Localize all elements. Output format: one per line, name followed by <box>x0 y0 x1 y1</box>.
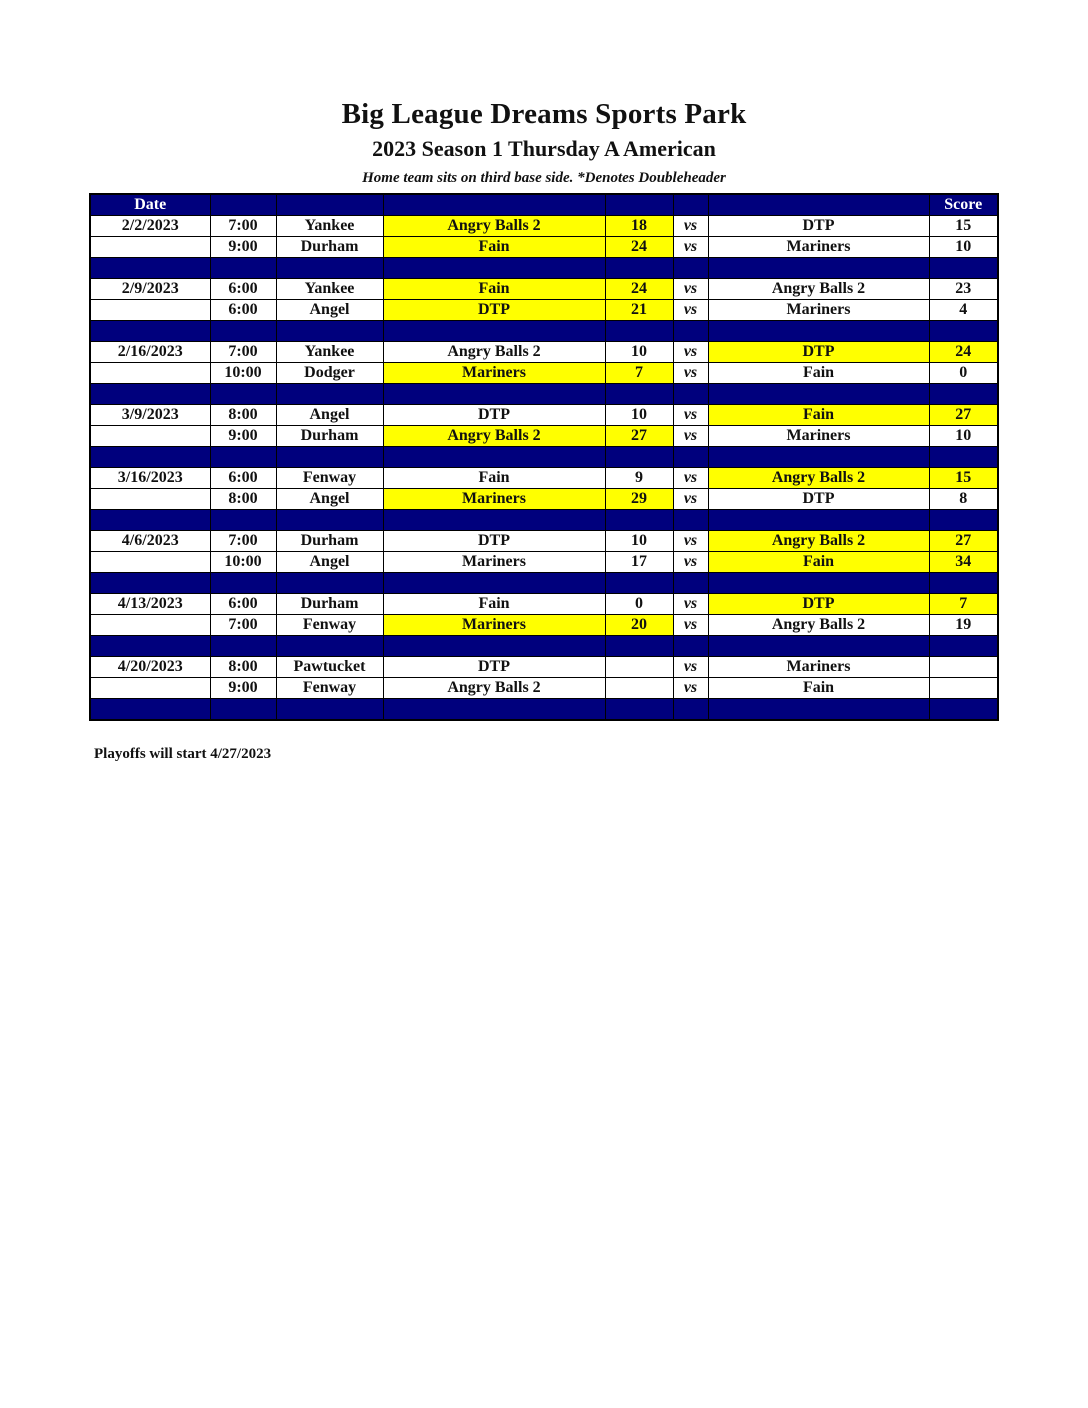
separator-cell <box>673 699 708 721</box>
away-team: Angry Balls 2 <box>708 468 929 489</box>
header-blank <box>708 194 929 216</box>
separator-cell <box>383 636 605 657</box>
game-field: Durham <box>276 426 383 447</box>
week-separator-row <box>90 510 998 531</box>
separator-cell <box>276 636 383 657</box>
game-field: Angel <box>276 300 383 321</box>
game-time: 7:00 <box>210 531 276 552</box>
page-subtitle: 2023 Season 1 Thursday A American <box>372 136 716 161</box>
header-date: Date <box>90 194 210 216</box>
week-separator-row <box>90 573 998 594</box>
vs-label: vs <box>673 342 708 363</box>
game-field: Angel <box>276 552 383 573</box>
game-time: 10:00 <box>210 363 276 384</box>
away-team: Fain <box>708 363 929 384</box>
game-time: 9:00 <box>210 237 276 258</box>
away-score: 0 <box>929 363 998 384</box>
game-row <box>90 489 998 510</box>
away-team: DTP <box>708 342 929 363</box>
away-team: DTP <box>708 216 929 237</box>
game-date <box>90 489 210 510</box>
game-time: 8:00 <box>210 657 276 678</box>
game-time: 6:00 <box>210 468 276 489</box>
home-score: 18 <box>605 216 673 237</box>
home-score: 21 <box>605 300 673 321</box>
home-score: 0 <box>605 594 673 615</box>
game-time: 6:00 <box>210 300 276 321</box>
vs-label: vs <box>673 237 708 258</box>
vs-label: vs <box>673 615 708 636</box>
game-date: 2/2/2023 <box>90 216 210 237</box>
home-team: Fain <box>383 594 605 615</box>
separator-cell <box>276 447 383 468</box>
game-field: Angel <box>276 489 383 510</box>
week-separator-row <box>90 384 998 405</box>
week-separator-row <box>90 321 998 342</box>
game-field: Fenway <box>276 678 383 699</box>
game-time: 7:00 <box>210 615 276 636</box>
game-row <box>90 594 998 615</box>
away-team: Fain <box>708 678 929 699</box>
away-team: Fain <box>708 552 929 573</box>
separator-cell <box>210 510 276 531</box>
game-date: 4/13/2023 <box>90 594 210 615</box>
game-time: 10:00 <box>210 552 276 573</box>
game-field: Durham <box>276 594 383 615</box>
home-team: DTP <box>383 531 605 552</box>
away-team: Angry Balls 2 <box>708 279 929 300</box>
game-date: 3/16/2023 <box>90 468 210 489</box>
separator-cell <box>276 384 383 405</box>
game-date <box>90 426 210 447</box>
game-date: 3/9/2023 <box>90 405 210 426</box>
vs-label: vs <box>673 678 708 699</box>
separator-cell <box>605 636 673 657</box>
away-score: 7 <box>929 594 998 615</box>
schedule-body <box>90 194 998 720</box>
separator-cell <box>708 573 929 594</box>
game-date <box>90 363 210 384</box>
game-row <box>90 363 998 384</box>
away-score: 23 <box>929 279 998 300</box>
home-score: 24 <box>605 237 673 258</box>
home-team: DTP <box>383 300 605 321</box>
separator-cell <box>90 384 210 405</box>
game-row <box>90 678 998 699</box>
game-time: 6:00 <box>210 279 276 300</box>
home-score: 10 <box>605 405 673 426</box>
vs-label: vs <box>673 468 708 489</box>
away-score: 27 <box>929 531 998 552</box>
game-time: 9:00 <box>210 678 276 699</box>
game-date <box>90 237 210 258</box>
separator-cell <box>383 384 605 405</box>
separator-cell <box>708 447 929 468</box>
separator-cell <box>383 321 605 342</box>
away-score: 19 <box>929 615 998 636</box>
separator-cell <box>673 321 708 342</box>
separator-cell <box>929 699 998 721</box>
game-row <box>90 615 998 636</box>
game-date <box>90 678 210 699</box>
game-date <box>90 615 210 636</box>
home-score: 10 <box>605 342 673 363</box>
away-team: Mariners <box>708 300 929 321</box>
game-row <box>90 468 998 489</box>
away-score: 34 <box>929 552 998 573</box>
away-score: 10 <box>929 237 998 258</box>
away-score: 8 <box>929 489 998 510</box>
separator-cell <box>210 258 276 279</box>
home-score <box>605 657 673 678</box>
game-row <box>90 216 998 237</box>
game-row <box>90 237 998 258</box>
separator-cell <box>708 699 929 721</box>
separator-cell <box>210 699 276 721</box>
separator-cell <box>673 573 708 594</box>
header-blank <box>210 194 276 216</box>
home-score: 17 <box>605 552 673 573</box>
separator-cell <box>276 573 383 594</box>
home-team: DTP <box>383 405 605 426</box>
home-team: DTP <box>383 657 605 678</box>
home-score: 9 <box>605 468 673 489</box>
separator-cell <box>929 258 998 279</box>
game-row <box>90 552 998 573</box>
game-field: Yankee <box>276 279 383 300</box>
vs-label: vs <box>673 363 708 384</box>
game-date: 4/6/2023 <box>90 531 210 552</box>
game-time: 9:00 <box>210 426 276 447</box>
game-time: 7:00 <box>210 216 276 237</box>
separator-cell <box>276 321 383 342</box>
home-team: Fain <box>383 468 605 489</box>
week-separator-row <box>90 447 998 468</box>
away-team: Fain <box>708 405 929 426</box>
separator-cell <box>90 573 210 594</box>
week-separator-row <box>90 699 998 721</box>
separator-cell <box>383 573 605 594</box>
home-score: 10 <box>605 531 673 552</box>
vs-label: vs <box>673 489 708 510</box>
home-score: 24 <box>605 279 673 300</box>
game-row <box>90 342 998 363</box>
separator-cell <box>929 510 998 531</box>
away-team: Angry Balls 2 <box>708 615 929 636</box>
game-date: 4/20/2023 <box>90 657 210 678</box>
separator-cell <box>929 636 998 657</box>
vs-label: vs <box>673 216 708 237</box>
separator-cell <box>90 321 210 342</box>
game-date <box>90 552 210 573</box>
separator-cell <box>673 636 708 657</box>
game-field: Angel <box>276 405 383 426</box>
home-team: Angry Balls 2 <box>383 678 605 699</box>
separator-cell <box>605 258 673 279</box>
separator-cell <box>673 510 708 531</box>
separator-cell <box>276 699 383 721</box>
away-team: Mariners <box>708 426 929 447</box>
game-time: 6:00 <box>210 594 276 615</box>
separator-cell <box>673 447 708 468</box>
playoffs-note: Playoffs will start 4/27/2023 <box>94 746 272 762</box>
separator-cell <box>605 447 673 468</box>
home-score <box>605 678 673 699</box>
separator-cell <box>276 258 383 279</box>
game-row <box>90 405 998 426</box>
separator-cell <box>383 699 605 721</box>
home-team: Mariners <box>383 615 605 636</box>
separator-cell <box>90 258 210 279</box>
home-score: 27 <box>605 426 673 447</box>
vs-label: vs <box>673 300 708 321</box>
home-team: Angry Balls 2 <box>383 342 605 363</box>
header-blank <box>673 194 708 216</box>
vs-label: vs <box>673 552 708 573</box>
separator-cell <box>90 699 210 721</box>
home-team: Fain <box>383 279 605 300</box>
header-blank <box>276 194 383 216</box>
home-team: Mariners <box>383 489 605 510</box>
away-team: DTP <box>708 594 929 615</box>
game-time: 8:00 <box>210 489 276 510</box>
week-separator-row <box>90 636 998 657</box>
header-score: Score <box>929 194 998 216</box>
game-date: 2/9/2023 <box>90 279 210 300</box>
vs-label: vs <box>673 594 708 615</box>
game-date: 2/16/2023 <box>90 342 210 363</box>
separator-cell <box>383 447 605 468</box>
game-time: 7:00 <box>210 342 276 363</box>
away-team: Mariners <box>708 657 929 678</box>
game-field: Yankee <box>276 216 383 237</box>
separator-cell <box>605 384 673 405</box>
away-score <box>929 678 998 699</box>
separator-cell <box>605 699 673 721</box>
separator-cell <box>90 447 210 468</box>
separator-cell <box>90 636 210 657</box>
vs-label: vs <box>673 405 708 426</box>
separator-cell <box>605 321 673 342</box>
home-score: 7 <box>605 363 673 384</box>
home-team: Mariners <box>383 363 605 384</box>
game-date <box>90 300 210 321</box>
separator-cell <box>383 510 605 531</box>
home-team: Fain <box>383 237 605 258</box>
game-row <box>90 426 998 447</box>
away-score: 27 <box>929 405 998 426</box>
week-separator-row <box>90 258 998 279</box>
away-team: Angry Balls 2 <box>708 531 929 552</box>
vs-label: vs <box>673 426 708 447</box>
game-field: Durham <box>276 237 383 258</box>
separator-cell <box>708 636 929 657</box>
game-row <box>90 279 998 300</box>
game-field: Pawtucket <box>276 657 383 678</box>
separator-cell <box>708 258 929 279</box>
game-time: 8:00 <box>210 405 276 426</box>
away-score <box>929 657 998 678</box>
home-score: 29 <box>605 489 673 510</box>
separator-cell <box>210 636 276 657</box>
away-score: 24 <box>929 342 998 363</box>
separator-cell <box>673 384 708 405</box>
separator-cell <box>929 321 998 342</box>
game-field: Fenway <box>276 615 383 636</box>
away-score: 10 <box>929 426 998 447</box>
separator-cell <box>90 510 210 531</box>
home-score: 20 <box>605 615 673 636</box>
separator-cell <box>708 321 929 342</box>
game-row <box>90 531 998 552</box>
separator-cell <box>929 384 998 405</box>
header-blank <box>383 194 605 216</box>
away-team: DTP <box>708 489 929 510</box>
home-team: Angry Balls 2 <box>383 216 605 237</box>
home-team-note: Home team sits on third base side. *Denotes Doubleheader <box>362 170 726 186</box>
home-team: Mariners <box>383 552 605 573</box>
game-field: Dodger <box>276 363 383 384</box>
vs-label: vs <box>673 279 708 300</box>
separator-cell <box>708 384 929 405</box>
game-field: Yankee <box>276 342 383 363</box>
away-team: Mariners <box>708 237 929 258</box>
vs-label: vs <box>673 531 708 552</box>
separator-cell <box>210 321 276 342</box>
away-score: 15 <box>929 216 998 237</box>
separator-cell <box>276 510 383 531</box>
separator-cell <box>673 258 708 279</box>
separator-cell <box>383 258 605 279</box>
header-blank <box>605 194 673 216</box>
game-field: Fenway <box>276 468 383 489</box>
away-score: 15 <box>929 468 998 489</box>
vs-label: vs <box>673 657 708 678</box>
schedule-table <box>89 193 999 721</box>
separator-cell <box>708 510 929 531</box>
separator-cell <box>929 447 998 468</box>
away-score: 4 <box>929 300 998 321</box>
page-title: Big League Dreams Sports Park <box>341 98 747 130</box>
separator-cell <box>605 573 673 594</box>
separator-cell <box>605 510 673 531</box>
home-team: Angry Balls 2 <box>383 426 605 447</box>
game-row <box>90 657 998 678</box>
separator-cell <box>929 573 998 594</box>
game-field: Durham <box>276 531 383 552</box>
header-row <box>90 194 998 216</box>
separator-cell <box>210 384 276 405</box>
separator-cell <box>210 447 276 468</box>
separator-cell <box>210 573 276 594</box>
game-row <box>90 300 998 321</box>
